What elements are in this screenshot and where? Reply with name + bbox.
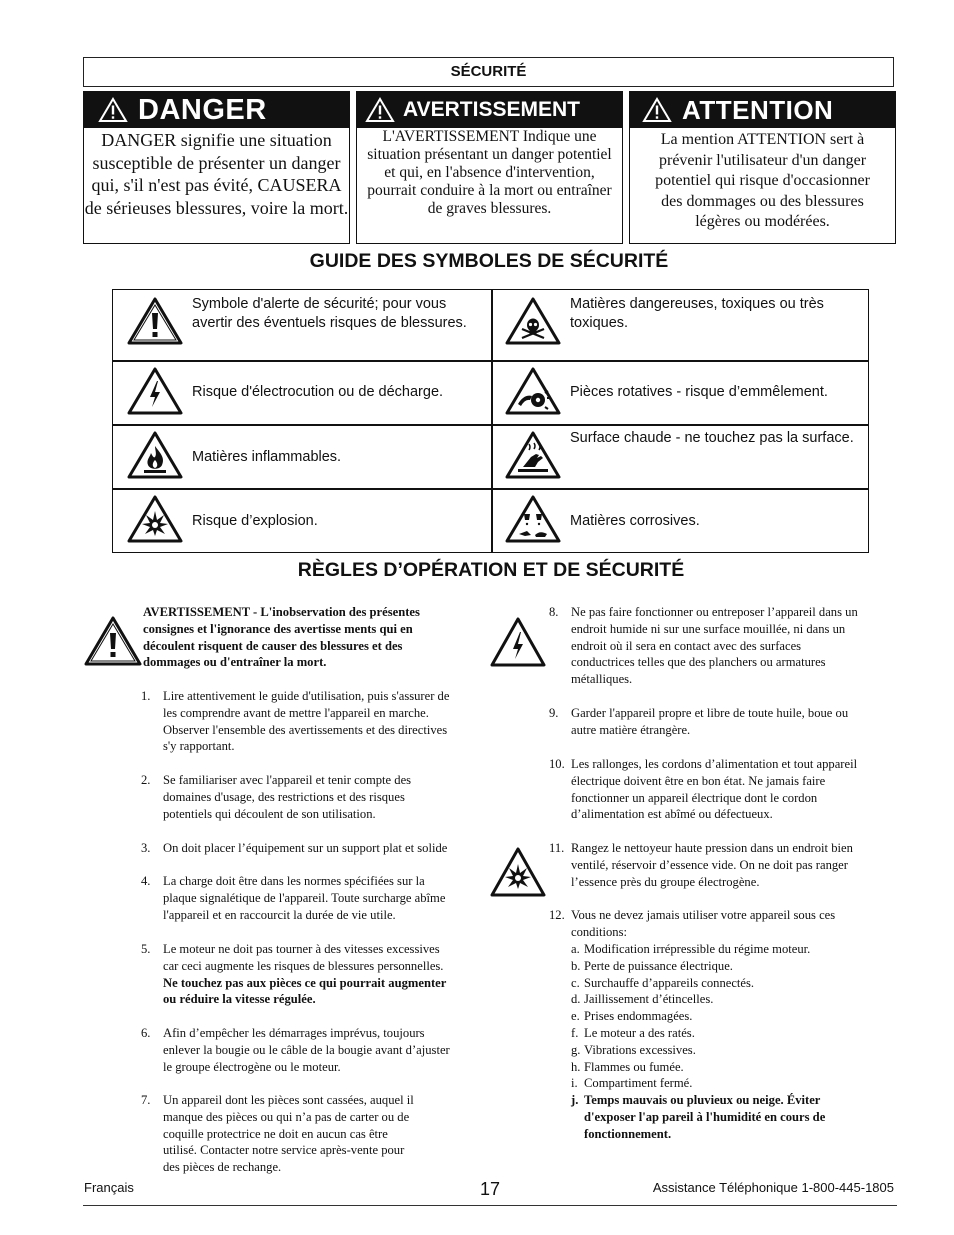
attention-box [629, 91, 896, 244]
rule-line: enlever la bougie ou le câble de la bougie avant d’ajuster [163, 1042, 450, 1057]
conditions-list [571, 941, 901, 1143]
rule-line: utilisé. Contacter notre service après-vente pour [163, 1143, 405, 1158]
condition-text: d'exposer l'ap pareil à l'humidité en cours de [584, 1109, 826, 1124]
rule-line: l'appareil et en raccourcit la durée de vie utile. [163, 907, 396, 922]
warning-triangle-icon [365, 97, 395, 123]
condition-letter: i. [571, 1076, 578, 1091]
condition-text: Jaillissement d’étincelles. [584, 992, 714, 1007]
rule-number: 6. [141, 1026, 151, 1040]
warning-line: consignes et l'ignorance des avertisse ments qui en [143, 621, 413, 636]
warning-paragraph [143, 604, 488, 671]
warning-triangle-icon [98, 97, 128, 123]
rule-line: coquille protectrice ne doit en aucun cas être [163, 1126, 388, 1141]
condition-item [571, 975, 901, 992]
avertissement-banner [357, 92, 622, 128]
section-title: SÉCURITÉ [450, 63, 527, 80]
rule-line: On doit placer l’équipement sur un support plat et solide [163, 841, 448, 855]
rule-line: le groupe électrogène ou le moteur. [163, 1059, 341, 1074]
symbol-text: Risque d’explosion. [192, 513, 318, 529]
condition-item [571, 941, 901, 958]
condition-text: Compartiment fermé. [584, 1076, 693, 1091]
hot-surface-icon [505, 430, 561, 480]
rule-line: Les rallonges, les cordons d’alimentation et tout appareil [571, 757, 858, 771]
rule-number: 1. [141, 689, 151, 703]
rule-item [141, 772, 491, 822]
rule-line: Ne touchez pas aux pièces ce qui pourrait augmenter [163, 975, 447, 990]
condition-letter: d. [571, 992, 581, 1007]
rule-line: Le moteur ne doit pas tourner à des vitesses excessives [163, 942, 440, 956]
rotating-parts-icon [505, 366, 561, 416]
condition-text: Surchauffe d’appareils connectés. [584, 975, 755, 990]
condition-text: Flammes ou fumée. [584, 1059, 684, 1074]
condition-letter: a. [571, 942, 580, 956]
rule-line: fonctionner un appareil électrique dont le cordon [571, 790, 818, 805]
condition-item [571, 1092, 901, 1142]
rule-line: potentiels qui découlent de son utilisation. [163, 806, 376, 821]
toxic-icon [505, 296, 561, 346]
symbol-text: Risque d'électrocution ou de décharge. [192, 384, 444, 400]
footer-hotline: Assistance Téléphonique 1-800-445-1805 [652, 1180, 894, 1195]
rule-line: conditions: [571, 924, 627, 939]
rule-line: plaque signalétique de l'appareil. Toute surcharge abîme [163, 890, 446, 905]
danger-box [83, 91, 350, 244]
footer-language: Français [84, 1180, 134, 1195]
warning-line: AVERTISSEMENT - L'inobservation des présentes [143, 605, 420, 619]
symbol-text: Surface chaude - ne touchez pas la surface. [570, 430, 854, 446]
rule-number: 7. [141, 1093, 151, 1107]
symbol-text: Pièces rotatives - risque d’emmêlement. [570, 384, 828, 400]
danger-banner [84, 92, 349, 128]
explosion-icon [490, 846, 546, 898]
rule-item [549, 705, 899, 739]
rule-line: les comprendre avant de mettre l'appareil en marche. [163, 705, 429, 720]
rule-item [549, 907, 899, 941]
rule-item [549, 604, 899, 688]
condition-item [571, 1059, 901, 1076]
rule-line: l’essence près du groupe électrogène. [571, 874, 760, 889]
symbol-text: Matières corrosives. [570, 513, 700, 529]
table-divider [113, 360, 868, 362]
condition-letter: g. [571, 1042, 581, 1057]
symbols-guide-title: GUIDE DES SYMBOLES DE SÉCURITÉ [309, 250, 669, 272]
rule-line: manque des pièces ou qui n’a pas de carter ou de [163, 1109, 410, 1124]
rule-line: métalliques. [571, 672, 633, 687]
condition-text: fonctionnement. [584, 1126, 672, 1141]
avertissement-description: L'AVERTISSEMENT Indique une situation présentant un danger potentiel et qui, en l'absence d'intervention, pourrait conduire à la mort ou entraîner de graves blessures. [367, 128, 612, 217]
attention-banner [630, 92, 895, 128]
symbol-text: Matières dangereuses, toxiques ou très toxiques. [570, 296, 824, 331]
rule-line: Se familiariser avec l'appareil et tenir compte des [163, 773, 412, 787]
rule-number: 10. [549, 757, 565, 771]
danger-description: DANGER signifie une situation susceptible de présenter un danger qui, s'il n'est pas évité, CAUSERA de sérieuses blessures, voire la mort. [84, 130, 349, 218]
attention-word: ATTENTION [682, 94, 834, 125]
avertissement-word: AVERTISSEMENT [403, 98, 580, 121]
condition-item [571, 1042, 901, 1059]
condition-text: Perte de puissance électrique. [584, 958, 733, 973]
rule-number: 3. [141, 841, 151, 855]
page-number: 17 [479, 1179, 501, 1199]
rule-number: 8. [549, 605, 559, 619]
rule-line: s'y rapportant. [163, 739, 235, 754]
warning-line: dommages ou d'entraîner la mort. [143, 655, 327, 670]
condition-item [571, 991, 901, 1008]
alert-icon [127, 296, 183, 346]
rule-line: endroit où il sera en contact avec des surfaces [571, 638, 802, 653]
warning-triangle-icon [642, 97, 672, 123]
flammable-icon [127, 430, 183, 480]
table-divider [113, 488, 868, 490]
condition-text: Modification irrépressible du régime moteur. [584, 942, 811, 956]
rule-line: endroit humide ni sur une surface mouillée, ni dans un [571, 621, 846, 636]
rule-number: 5. [141, 942, 151, 956]
explosion-icon [127, 494, 183, 544]
rules-title: RÈGLES D’OPÉRATION ET DE SÉCURITÉ [297, 559, 685, 581]
alert-icon [84, 615, 142, 667]
avertissement-box [356, 91, 623, 244]
condition-text: Vibrations excessives. [584, 1042, 696, 1057]
rule-line: électrique doivent être en bon état. Ne jamais faire [571, 773, 826, 788]
rule-item [141, 1092, 491, 1176]
condition-letter: h. [571, 1059, 581, 1074]
condition-item [571, 958, 901, 975]
rule-item [141, 840, 491, 857]
table-divider [113, 424, 868, 426]
rule-line: ou réduire la vitesse régulée. [163, 992, 316, 1007]
rule-item [549, 756, 899, 823]
section-header [83, 57, 894, 87]
rule-line: Un appareil dont les pièces sont cassées, auquel il [163, 1093, 414, 1107]
condition-item [571, 1025, 901, 1042]
rule-number: 11. [549, 841, 565, 855]
rule-line: Vous ne devez jamais utiliser votre appareil sous ces [571, 908, 836, 922]
condition-text: Prises endommagées. [584, 1009, 693, 1024]
rule-line: autre matière étrangère. [571, 722, 691, 737]
rule-item [549, 840, 899, 890]
rule-line: Afin d’empêcher les démarrages imprévus, toujours [163, 1026, 425, 1040]
rule-line: Rangez le nettoyeur haute pression dans un endroit bien [571, 841, 853, 855]
rule-line: Observer l'ensemble des avertissements et des directives [163, 722, 448, 737]
rule-number: 12. [549, 908, 565, 922]
condition-item [571, 1075, 901, 1092]
rule-item [141, 941, 491, 1008]
condition-letter: f. [571, 1025, 579, 1040]
rule-line: des pièces de rechange. [163, 1160, 282, 1175]
rule-item [141, 1025, 491, 1075]
rule-number: 9. [549, 706, 559, 720]
condition-letter: c. [571, 975, 580, 990]
attention-description: La mention ATTENTION sert à prévenir l'utilisateur d'un danger potentiel qui risque d'occasionner des dommages ou des blessures légères ou modérées. [655, 131, 870, 230]
rule-line: conductrices telles que des planchers ou armatures [571, 655, 826, 670]
rule-line: La charge doit être dans les normes spécifiées sur la [163, 874, 425, 888]
warning-line: découlent risquent de causer des blessures et des [143, 638, 403, 653]
condition-letter: b. [571, 958, 581, 973]
shock-icon [490, 616, 546, 668]
condition-item [571, 1008, 901, 1025]
rule-line: Ne pas faire fonctionner ou entreposer l’appareil dans un [571, 605, 858, 619]
condition-text: Temps mauvais ou pluvieux ou neige. Éviter [584, 1093, 821, 1108]
rule-number: 2. [141, 773, 151, 787]
condition-text: Le moteur a des ratés. [584, 1025, 695, 1040]
danger-word: DANGER [138, 93, 267, 126]
condition-letter: e. [571, 1009, 580, 1024]
rule-line: Garder l'appareil propre et libre de toute huile, boue ou [571, 706, 849, 720]
table-divider [491, 290, 493, 552]
rule-line: Lire attentivement le guide d'utilisation, puis s'assurer de [163, 689, 450, 703]
footer-rule [83, 1205, 897, 1206]
rule-line: d’alimentation est abîmé ou défectueux. [571, 807, 773, 822]
corrosive-icon [505, 494, 561, 544]
rule-line: ventilé, réservoir d’essence vide. On ne doit pas ranger [571, 857, 848, 872]
shock-icon [127, 366, 183, 416]
rule-number: 4. [141, 874, 151, 888]
symbol-table [112, 289, 869, 553]
rule-item [141, 688, 491, 755]
symbol-text: Matières inflammables. [192, 449, 342, 465]
condition-letter: j. [571, 1093, 579, 1108]
symbol-text: Symbole d'alerte de sécurité; pour vous avertir des éventuels risques de blessures. [192, 296, 467, 331]
rule-line: domaines d'usage, des restrictions et des risques [163, 789, 405, 804]
rule-line: car ceci augmente les risques de blessures personnelles. [163, 958, 444, 973]
rule-item [141, 873, 491, 923]
